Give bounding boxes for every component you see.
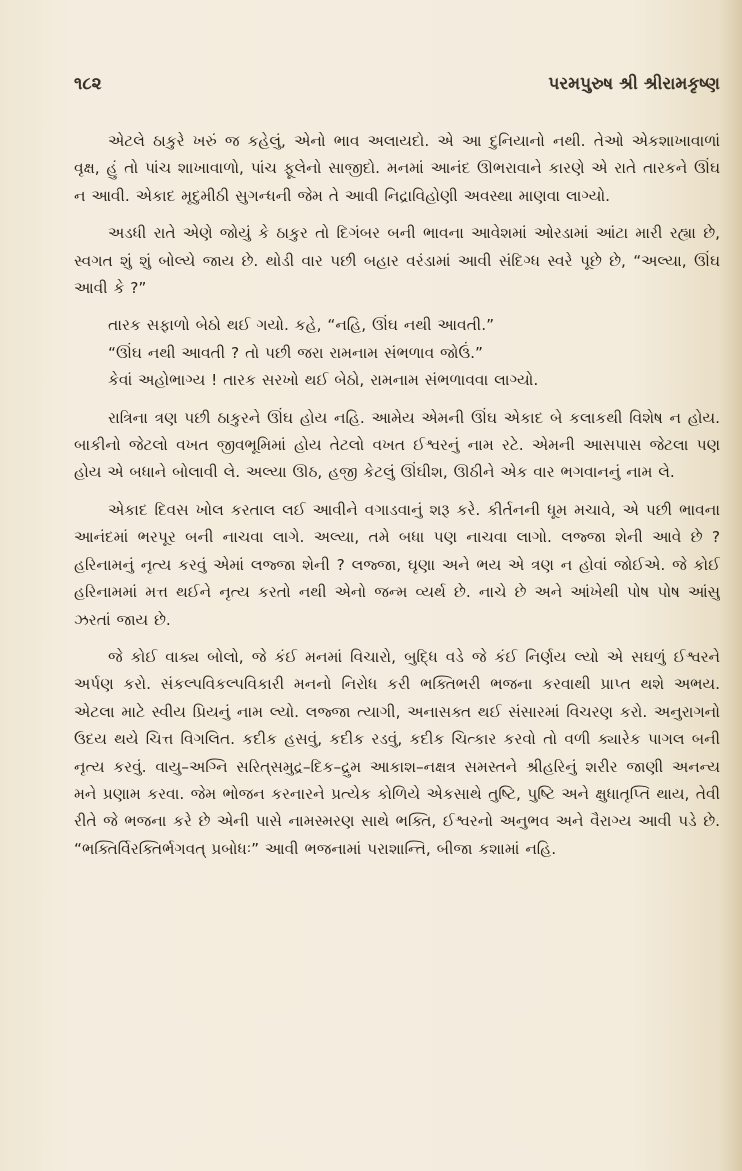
dialogue-line: “ઊંઘ નથી આવતી ? તો પછી જરા રામનામ સંભળાવ જોઉં.” <box>108 343 483 362</box>
page-body <box>74 128 720 1158</box>
page-header <box>74 74 720 104</box>
dialogue-line: કેવાં અહોભાગ્ય ! તારક સરખો થઈ બેઠો, રામનામ સંભળાવવા લાગ્યો. <box>108 371 539 390</box>
paragraph: જે કોઈ વાક્ય બોલો, જે કંઈ મનમાં વિચારો, બુદ્ધિ વડે જે કંઈ નિર્ણય લ્યો એ સઘળું ઈશ્વરને અર્પણ કરો. સંકલ્પવિકલ્પવિકારી મનનો નિરોધ કરી ભક્તિભરી ભજના કરવાથી પ્રાપ્ત થશે અભય. એટલા માટે સ્વીય પ્રિયનું નામ લ્યો. લજ્જા ત્યાગી, અનાસક્ત થઈ સંસારમાં વિચરણ કરો. અનુરાગનો ઉદય થયે ચિત્ત વિગલિત. કદીક હસવું, કદીક રડવું, કદીક ચિત્કાર કરવો તો વળી ક્યારેક પાગલ બની નૃત્ય કરવું. વાયુ–અગ્નિ સરિત્‌સમુદ્ર–દિક–દ્રુમ આકાશ–નક્ષત્ર સમસ્તને શ્રીહરિનું શરીર જાણી અનન્ય મને પ્રણામ કરવા. જેમ ભોજન કરનારને પ્રત્યેક કોળિયે એકસાથે તુષ્ટિ, પુષ્ટિ અને ક્ષુધાતૃપ્તિ થાય, તેવી રીતે જે ભજના કરે છે એની પાસે નામસ્મરણ સાથે ભક્તિ, ઈશ્વરનો અનુભવ અને વૈરાગ્ય આવી પડે છે. “ભક્તિર્વિરક્તિર્ભગવત્‌ પ્રબોધઃ” આવી ભજનામાં પરાશાન્તિ, બીજા કશામાં નહિ. <box>74 647 720 858</box>
page-number: ૧૮૨ <box>74 74 102 94</box>
paragraph: એટલે ઠાકુરે ખરું જ કહેલું, એનો ભાવ અલાયદો. એ આ દુનિયાનો નથી. તેઓ એકશાખાવાળાં વૃક્ષ, હું તો પાંચ શાખાવાળો, પાંચ ફૂલેનો સાજીદો. મનમાં આનંદ ઊભરાવાને કારણે એ રાતે તારકને ઊંઘ ન આવી. એકાદ મૃદુમીઠી સુગન્ધની જેમ તે આવી નિદ્રાવિહોણી અવસ્થા માણવા લાગ્યો. <box>74 132 720 205</box>
running-title: પરમપુરુષ શ્રી શ્રીરામકૃષ્ણ <box>548 74 720 94</box>
paragraph: અડધી રાતે એણે જોયું કે ઠાકુર તો દિગંબર બની ભાવના આવેશમાં ઓરડામાં આંટા મારી રહ્યા છે, સ્વગત શું શું બોલ્યે જાય છે. થોડી વાર પછી બહાર વરંડામાં આવી સંદિગ્ધ સ્વરે પૂછે છે, “અલ્યા, ઊંઘ આવી કે ?” <box>74 224 720 298</box>
paragraph: એકાદ દિવસ ખોલ કરતાલ લઈ આવીને વગાડવાનું શરૂ કરે. કીર્તનની ધૂમ મચાવે, એ પછી ભાવના આનંદમાં ભરપૂર બની નાચવા લાગે. અલ્યા, તમે બધા પણ નાચવા લાગો. લજ્જા શેની આવે છે ? હરિનામનું નૃત્ય કરવું એમાં લજ્જા શેની ? લજ્જા, ઘૃણા અને ભય એ ત્રણ ન હોવાં જોઈએ. જે કોઈ હરિનામમાં મત્ત થઈને નૃત્ય કરતો નથી એનો જન્મ વ્યર્થ છે. નાચે છે અને આંખેથી પોષ પોષ આંસુ ઝરતાં જાય છે. <box>74 500 720 629</box>
dialogue-line: તારક સફાળો બેઠો થઈ ગયો. કહે, “નહિ, ઊંઘ નથી આવતી.” <box>108 316 495 335</box>
paragraph: રાત્રિના ત્રણ પછી ઠાકુરને ઊંઘ હોય નહિ. આમેય એમની ઊંઘ એકાદ બે કલાકથી વિશેષ ન હોય. બાકીનો જેટલો વખત જીવભૂમિમાં હોય તેટલો વખત ઈશ્વરનું નામ રટે. એમની આસપાસ જેટલા પણ હોય એ બધાને બોલાવી લે. અલ્યા ઊઠ, હજી કેટલું ઊંઘીશ, ઊઠીને એક વાર ભગવાનનું નામ લે. <box>74 408 720 482</box>
